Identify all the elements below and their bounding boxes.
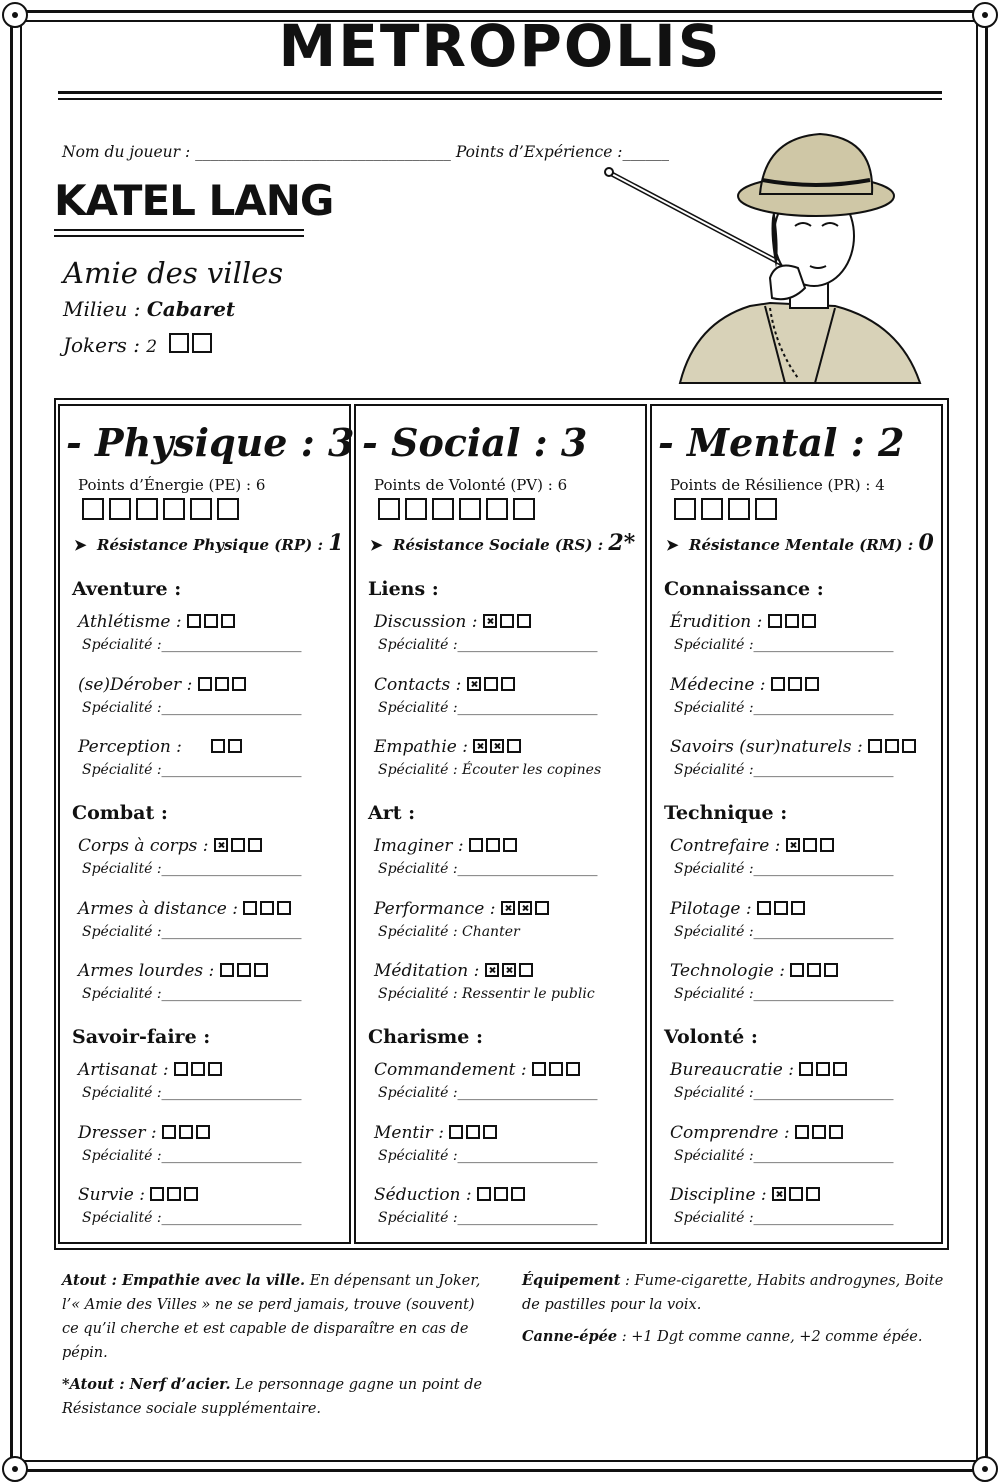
skill-name: Artisanat : bbox=[78, 1060, 169, 1080]
skill-row bbox=[374, 612, 534, 632]
skill-checkbox[interactable] bbox=[485, 963, 499, 977]
skill-checkbox[interactable] bbox=[518, 901, 532, 915]
skill-checkbox[interactable] bbox=[228, 739, 242, 753]
skill-checkbox[interactable] bbox=[483, 1125, 497, 1139]
skill-checkbox[interactable] bbox=[503, 838, 517, 852]
skill-name: Athlétisme : bbox=[78, 612, 182, 632]
character-name: KATEL LANG bbox=[54, 176, 334, 225]
skill-name: Discipline : bbox=[670, 1185, 767, 1205]
point-checkbox[interactable] bbox=[190, 498, 212, 520]
skill-group-title: Liens : bbox=[368, 578, 439, 600]
skill-row bbox=[78, 675, 249, 695]
skill-checkbox[interactable] bbox=[277, 901, 291, 915]
column-physique bbox=[58, 404, 355, 1244]
skill-checkbox[interactable] bbox=[757, 901, 771, 915]
skill-row bbox=[374, 1185, 528, 1205]
skill-checkbox[interactable] bbox=[785, 614, 799, 628]
skill-checkbox[interactable] bbox=[795, 1125, 809, 1139]
skill-checkbox[interactable] bbox=[501, 901, 515, 915]
skill-group-title: Savoir-faire : bbox=[72, 1026, 211, 1048]
point-checkbox[interactable] bbox=[701, 498, 723, 520]
skill-checkbox[interactable] bbox=[232, 677, 246, 691]
jokers-label: Jokers : bbox=[63, 333, 140, 357]
skill-group-title: Volonté : bbox=[664, 1026, 758, 1048]
point-checkbox[interactable] bbox=[378, 498, 400, 520]
joker-checkbox[interactable] bbox=[169, 333, 189, 353]
skill-checkbox[interactable] bbox=[469, 838, 483, 852]
points-track bbox=[82, 498, 244, 523]
title-rule bbox=[58, 91, 942, 94]
atout-2 bbox=[62, 1373, 487, 1421]
skill-checkbox[interactable] bbox=[517, 614, 531, 628]
skill-checkbox[interactable] bbox=[519, 963, 533, 977]
skill-checkbox[interactable] bbox=[486, 838, 500, 852]
column-social bbox=[354, 404, 647, 1244]
skill-checkbox[interactable] bbox=[243, 901, 257, 915]
equipment bbox=[522, 1269, 947, 1317]
equipment-title: Équipement bbox=[522, 1272, 621, 1289]
resistance-value: 2* bbox=[608, 530, 636, 556]
point-checkbox[interactable] bbox=[728, 498, 750, 520]
skill-checkbox[interactable] bbox=[211, 739, 225, 753]
point-checkbox[interactable] bbox=[82, 498, 104, 520]
speciality-field[interactable]: Spécialité :____________________ bbox=[674, 1210, 894, 1226]
skill-checkbox[interactable] bbox=[494, 1187, 508, 1201]
archetype: Amie des villes bbox=[63, 256, 284, 290]
skill-name: Mentir : bbox=[374, 1123, 444, 1143]
skill-name: Médecine : bbox=[670, 675, 766, 695]
skill-checkbox[interactable] bbox=[868, 739, 882, 753]
resistance-value: 1 bbox=[328, 530, 344, 556]
point-checkbox[interactable] bbox=[674, 498, 696, 520]
skill-row bbox=[78, 612, 238, 632]
skill-checkbox[interactable] bbox=[768, 614, 782, 628]
skill-checkbox[interactable] bbox=[806, 1187, 820, 1201]
skill-checkbox[interactable] bbox=[812, 1125, 826, 1139]
skill-checkbox[interactable] bbox=[187, 614, 201, 628]
title-rule bbox=[58, 98, 942, 100]
skill-checkbox[interactable] bbox=[902, 739, 916, 753]
skill-checkbox[interactable] bbox=[214, 838, 228, 852]
resistance-value: 0 bbox=[918, 530, 934, 556]
resistance-line bbox=[666, 530, 934, 556]
skill-name: Performance : bbox=[374, 899, 496, 919]
skill-checkbox[interactable] bbox=[484, 677, 498, 691]
skill-group-title: Connaissance : bbox=[664, 578, 824, 600]
skill-group-title: Aventure : bbox=[72, 578, 182, 600]
skill-checkbox[interactable] bbox=[215, 677, 229, 691]
canne-epee-text: : +1 Dgt comme canne, +2 comme épée. bbox=[621, 1329, 923, 1345]
skill-checkbox[interactable] bbox=[467, 677, 481, 691]
point-checkbox[interactable] bbox=[755, 498, 777, 520]
skill-row bbox=[78, 961, 271, 981]
speciality-field[interactable]: Spécialité :____________________ bbox=[82, 924, 302, 940]
skill-name: Séduction : bbox=[374, 1185, 472, 1205]
footer-right bbox=[522, 1269, 947, 1349]
points-label: Points de Résilience (PR) : 4 bbox=[670, 476, 885, 494]
skill-checkbox[interactable] bbox=[549, 1062, 563, 1076]
skill-checkbox[interactable] bbox=[162, 1125, 176, 1139]
skill-checkbox[interactable] bbox=[191, 1062, 205, 1076]
skill-row bbox=[78, 899, 294, 919]
speciality-field[interactable]: Spécialité :____________________ bbox=[674, 924, 894, 940]
speciality-field[interactable]: Spécialité : Chanter bbox=[378, 924, 520, 940]
points-track bbox=[378, 498, 540, 523]
point-checkbox[interactable] bbox=[163, 498, 185, 520]
skill-checkbox[interactable] bbox=[500, 614, 514, 628]
resistance-label: Résistance Mentale (RM) : bbox=[689, 536, 914, 554]
speciality-field[interactable]: Spécialité :____________________ bbox=[82, 762, 302, 778]
skill-row bbox=[78, 836, 265, 856]
speciality-field[interactable]: Spécialité :____________________ bbox=[674, 762, 894, 778]
resistance-line bbox=[74, 530, 344, 556]
skill-name: (se)Dérober : bbox=[78, 675, 193, 695]
point-checkbox[interactable] bbox=[486, 498, 508, 520]
skill-row bbox=[670, 961, 841, 981]
corner-ornament-icon bbox=[2, 1456, 28, 1482]
skill-checkbox[interactable] bbox=[473, 739, 487, 753]
skill-checkbox[interactable] bbox=[789, 1187, 803, 1201]
skill-checkbox[interactable] bbox=[167, 1187, 181, 1201]
speciality-field[interactable]: Spécialité :____________________ bbox=[82, 986, 302, 1002]
skill-checkbox[interactable] bbox=[174, 1062, 188, 1076]
player-line bbox=[62, 143, 669, 161]
equipment-text: : Fume-cigarette, Habits androgynes, Boite de pastilles pour la voix. bbox=[522, 1273, 944, 1313]
joker-checkbox[interactable] bbox=[192, 333, 212, 353]
skill-checkbox[interactable] bbox=[260, 901, 274, 915]
skill-name: Bureaucratie : bbox=[670, 1060, 794, 1080]
skill-checkbox[interactable] bbox=[535, 901, 549, 915]
resistance-label: Résistance Physique (RP) : bbox=[97, 536, 323, 554]
sheet-title: METROPOLIS bbox=[278, 12, 722, 80]
speciality-field[interactable]: Spécialité :____________________ bbox=[674, 637, 894, 653]
player-name-field[interactable]: Nom du joueur : _________________________________ bbox=[62, 143, 451, 161]
skill-row bbox=[374, 737, 524, 757]
skill-name: Savoirs (sur)naturels : bbox=[670, 737, 863, 757]
skill-name: Armes à distance : bbox=[78, 899, 238, 919]
skill-checkbox[interactable] bbox=[566, 1062, 580, 1076]
speciality-field[interactable]: Spécialité : Écouter les copines bbox=[378, 762, 602, 778]
skill-name: Comprendre : bbox=[670, 1123, 790, 1143]
jokers-line bbox=[63, 333, 215, 357]
skill-name: Perception : bbox=[78, 737, 182, 757]
skill-row bbox=[374, 961, 536, 981]
skill-name: Imaginer : bbox=[374, 836, 464, 856]
skill-checkbox[interactable] bbox=[220, 963, 234, 977]
skill-name: Méditation : bbox=[374, 961, 480, 981]
atout-2-title: *Atout : Nerf d’acier. bbox=[62, 1376, 231, 1393]
skill-checkbox[interactable] bbox=[179, 1125, 193, 1139]
atout-1-text: En dépensant un Joker, l’« Amie des Villes » ne se perd jamais, trouve (souvent) ce qu’il cherche et est capable de disparaître en cas de pépin. bbox=[62, 1273, 481, 1361]
skill-checkbox[interactable] bbox=[248, 838, 262, 852]
skill-row bbox=[670, 899, 808, 919]
skill-checkbox[interactable] bbox=[231, 838, 245, 852]
point-checkbox[interactable] bbox=[217, 498, 239, 520]
skill-row bbox=[374, 675, 518, 695]
arrow-icon: ➤ bbox=[666, 536, 684, 554]
points-track bbox=[674, 498, 782, 523]
skill-checkbox[interactable] bbox=[237, 963, 251, 977]
speciality-field[interactable]: Spécialité :____________________ bbox=[378, 1148, 598, 1164]
skill-checkbox[interactable] bbox=[198, 677, 212, 691]
skill-group-title: Combat : bbox=[72, 802, 168, 824]
milieu-line bbox=[63, 297, 235, 321]
speciality-field[interactable]: Spécialité :____________________ bbox=[82, 637, 302, 653]
speciality-field[interactable]: Spécialité :____________________ bbox=[82, 1148, 302, 1164]
name-rule bbox=[54, 229, 304, 231]
skill-group-title: Charisme : bbox=[368, 1026, 483, 1048]
skill-checkbox[interactable] bbox=[221, 614, 235, 628]
skill-checkbox[interactable] bbox=[829, 1125, 843, 1139]
skill-name: Armes lourdes : bbox=[78, 961, 215, 981]
skill-name: Technologie : bbox=[670, 961, 785, 981]
milieu-value: Cabaret bbox=[146, 297, 236, 321]
skill-checkbox[interactable] bbox=[204, 614, 218, 628]
skill-row bbox=[374, 836, 520, 856]
skill-checkbox[interactable] bbox=[786, 838, 800, 852]
resistance-label: Résistance Sociale (RS) : bbox=[393, 536, 604, 554]
skill-row bbox=[670, 1185, 823, 1205]
atout-1 bbox=[62, 1269, 487, 1365]
skill-checkbox[interactable] bbox=[885, 739, 899, 753]
skill-row bbox=[78, 737, 245, 757]
speciality-field[interactable]: Spécialité :____________________ bbox=[82, 861, 302, 877]
speciality-field[interactable]: Spécialité :____________________ bbox=[82, 1210, 302, 1226]
jokers-value: 2 bbox=[146, 337, 158, 357]
point-checkbox[interactable] bbox=[405, 498, 427, 520]
skill-checkbox[interactable] bbox=[791, 901, 805, 915]
skill-checkbox[interactable] bbox=[802, 614, 816, 628]
skill-checkbox[interactable] bbox=[820, 838, 834, 852]
skill-checkbox[interactable] bbox=[532, 1062, 546, 1076]
skill-row bbox=[78, 1185, 201, 1205]
skill-checkbox[interactable] bbox=[254, 963, 268, 977]
speciality-field[interactable]: Spécialité :____________________ bbox=[674, 986, 894, 1002]
speciality-field[interactable]: Spécialité : Ressentir le public bbox=[378, 986, 595, 1002]
point-checkbox[interactable] bbox=[513, 498, 535, 520]
column-title: - Physique : 3 bbox=[66, 420, 355, 465]
point-checkbox[interactable] bbox=[109, 498, 131, 520]
skill-row bbox=[670, 612, 819, 632]
speciality-field[interactable]: Spécialité :____________________ bbox=[378, 1210, 598, 1226]
canne-epee-title: Canne-épée bbox=[522, 1328, 618, 1345]
skill-name: Survie : bbox=[78, 1185, 145, 1205]
speciality-field[interactable]: Spécialité :____________________ bbox=[674, 861, 894, 877]
xp-field[interactable]: Points d’Expérience :______ bbox=[455, 143, 670, 161]
corner-ornament-icon bbox=[972, 1456, 998, 1482]
speciality-field[interactable]: Spécialité :____________________ bbox=[82, 700, 302, 716]
skill-checkbox[interactable] bbox=[507, 739, 521, 753]
skill-checkbox[interactable] bbox=[449, 1125, 463, 1139]
skill-checkbox[interactable] bbox=[788, 677, 802, 691]
skill-name: Contrefaire : bbox=[670, 836, 781, 856]
skill-checkbox[interactable] bbox=[184, 1187, 198, 1201]
skill-checkbox[interactable] bbox=[799, 1062, 813, 1076]
arrow-icon: ➤ bbox=[74, 536, 92, 554]
skill-checkbox[interactable] bbox=[807, 963, 821, 977]
canne-epee bbox=[522, 1325, 947, 1349]
skill-checkbox[interactable] bbox=[772, 1187, 786, 1201]
skill-checkbox[interactable] bbox=[483, 614, 497, 628]
arrow-icon: ➤ bbox=[370, 536, 388, 554]
skill-row bbox=[374, 1123, 500, 1143]
skill-row bbox=[670, 737, 919, 757]
skill-checkbox[interactable] bbox=[150, 1187, 164, 1201]
resistance-line bbox=[370, 530, 635, 556]
skill-checkbox[interactable] bbox=[803, 838, 817, 852]
points-label: Points d’Énergie (PE) : 6 bbox=[78, 476, 266, 494]
point-checkbox[interactable] bbox=[136, 498, 158, 520]
skill-name: Empathie : bbox=[374, 737, 468, 757]
skill-name: Contacts : bbox=[374, 675, 462, 695]
skill-row bbox=[670, 1060, 850, 1080]
skill-checkbox[interactable] bbox=[816, 1062, 830, 1076]
atout-2-text: Le personnage gagne un point de Résistance sociale supplémentaire. bbox=[62, 1377, 483, 1417]
skill-row bbox=[78, 1123, 213, 1143]
skill-checkbox[interactable] bbox=[477, 1187, 491, 1201]
speciality-field[interactable]: Spécialité :____________________ bbox=[378, 861, 598, 877]
column-title: - Mental : 2 bbox=[658, 420, 905, 465]
speciality-field[interactable]: Spécialité :____________________ bbox=[378, 1085, 598, 1101]
speciality-field[interactable]: Spécialité :____________________ bbox=[674, 700, 894, 716]
skill-checkbox[interactable] bbox=[824, 963, 838, 977]
skill-name: Dresser : bbox=[78, 1123, 157, 1143]
skill-name: Discussion : bbox=[374, 612, 478, 632]
speciality-field[interactable]: Spécialité :____________________ bbox=[674, 1085, 894, 1101]
skill-checkbox[interactable] bbox=[208, 1062, 222, 1076]
skill-name: Commandement : bbox=[374, 1060, 527, 1080]
atout-1-title: Atout : Empathie avec la ville. bbox=[62, 1272, 306, 1289]
skill-checkbox[interactable] bbox=[466, 1125, 480, 1139]
skill-checkbox[interactable] bbox=[511, 1187, 525, 1201]
skill-name: Corps à corps : bbox=[78, 836, 209, 856]
skill-checkbox[interactable] bbox=[196, 1125, 210, 1139]
skill-checkbox[interactable] bbox=[805, 677, 819, 691]
skill-group-title: Technique : bbox=[664, 802, 788, 824]
name-rule bbox=[54, 235, 304, 237]
point-checkbox[interactable] bbox=[459, 498, 481, 520]
column-title: - Social : 3 bbox=[362, 420, 588, 465]
skill-checkbox[interactable] bbox=[502, 963, 516, 977]
skill-group-title: Art : bbox=[368, 802, 416, 824]
skill-row bbox=[670, 1123, 846, 1143]
character-portrait bbox=[600, 128, 930, 388]
speciality-field[interactable]: Spécialité :____________________ bbox=[82, 1085, 302, 1101]
skill-row bbox=[78, 1060, 225, 1080]
milieu-label: Milieu : bbox=[63, 297, 141, 321]
skill-checkbox[interactable] bbox=[774, 901, 788, 915]
skill-checkbox[interactable] bbox=[790, 963, 804, 977]
skill-checkbox[interactable] bbox=[771, 677, 785, 691]
skill-row bbox=[374, 899, 552, 919]
points-label: Points de Volonté (PV) : 6 bbox=[374, 476, 568, 494]
speciality-field[interactable]: Spécialité :____________________ bbox=[674, 1148, 894, 1164]
footer-left bbox=[62, 1269, 487, 1421]
skill-checkbox[interactable] bbox=[833, 1062, 847, 1076]
skill-row bbox=[374, 1060, 583, 1080]
skill-row bbox=[670, 836, 837, 856]
skill-checkbox[interactable] bbox=[501, 677, 515, 691]
skill-name: Pilotage : bbox=[670, 899, 752, 919]
speciality-field[interactable]: Spécialité :____________________ bbox=[378, 637, 598, 653]
speciality-field[interactable]: Spécialité :____________________ bbox=[378, 700, 598, 716]
point-checkbox[interactable] bbox=[432, 498, 454, 520]
skill-row bbox=[670, 675, 822, 695]
skill-name: Érudition : bbox=[670, 612, 763, 632]
column-mental bbox=[650, 404, 943, 1244]
skill-checkbox[interactable] bbox=[490, 739, 504, 753]
